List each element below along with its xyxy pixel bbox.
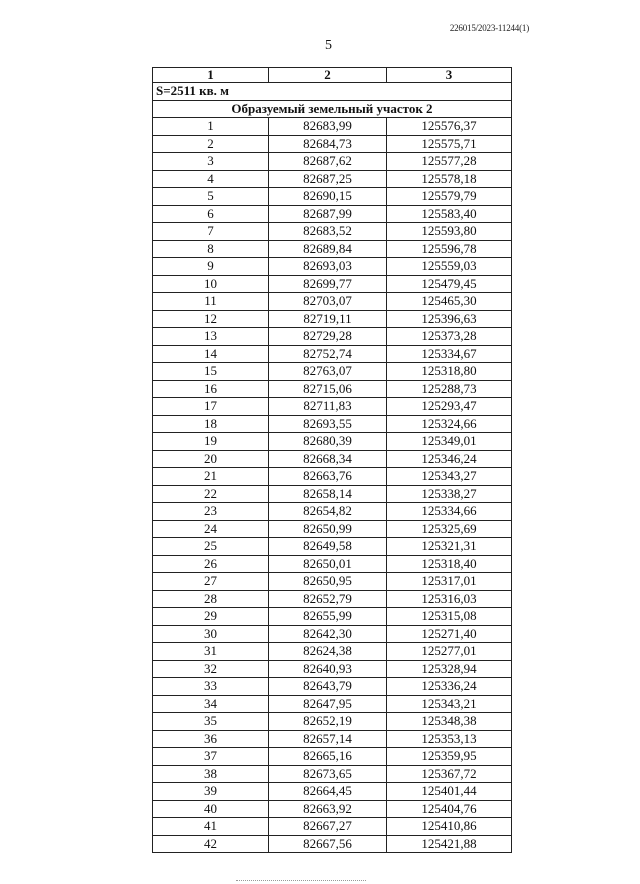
x-coordinate-cell: 82687,62 <box>269 153 387 171</box>
table-row <box>153 678 512 696</box>
point-number-cell: 18 <box>153 415 269 433</box>
table-row <box>153 608 512 626</box>
y-coordinate-cell: 125315,08 <box>387 608 512 626</box>
x-coordinate-cell: 82640,93 <box>269 660 387 678</box>
y-coordinate-cell: 125277,01 <box>387 643 512 661</box>
x-coordinate-cell: 82650,95 <box>269 573 387 591</box>
x-coordinate-cell: 82683,99 <box>269 118 387 136</box>
table-row <box>153 240 512 258</box>
y-coordinate-cell: 125321,31 <box>387 538 512 556</box>
plot-title: Образуемый земельный участок 2 <box>153 100 512 118</box>
y-coordinate-cell: 125359,95 <box>387 748 512 766</box>
point-number-cell: 36 <box>153 730 269 748</box>
point-number-cell: 26 <box>153 555 269 573</box>
y-coordinate-cell: 125421,88 <box>387 835 512 853</box>
x-coordinate-cell: 82684,73 <box>269 135 387 153</box>
point-number-cell: 31 <box>153 643 269 661</box>
table-row <box>153 433 512 451</box>
x-coordinate-cell: 82658,14 <box>269 485 387 503</box>
table-row <box>153 398 512 416</box>
table-row <box>153 135 512 153</box>
y-coordinate-cell: 125353,13 <box>387 730 512 748</box>
table-row <box>153 450 512 468</box>
y-coordinate-cell: 125559,03 <box>387 258 512 276</box>
area-row <box>153 83 512 101</box>
y-coordinate-cell: 125318,40 <box>387 555 512 573</box>
table-row <box>153 415 512 433</box>
header-y-coordinate: 3 <box>387 68 512 83</box>
table-row <box>153 275 512 293</box>
table-row <box>153 328 512 346</box>
y-coordinate-cell: 125343,27 <box>387 468 512 486</box>
x-coordinate-cell: 82667,27 <box>269 818 387 836</box>
table-row <box>153 345 512 363</box>
x-coordinate-cell: 82657,14 <box>269 730 387 748</box>
page-number: 5 <box>325 38 332 53</box>
point-number-cell: 5 <box>153 188 269 206</box>
x-coordinate-cell: 82664,45 <box>269 783 387 801</box>
point-number-cell: 2 <box>153 135 269 153</box>
point-number-cell: 3 <box>153 153 269 171</box>
coordinates-table <box>152 67 512 853</box>
x-coordinate-cell: 82699,77 <box>269 275 387 293</box>
table-row <box>153 625 512 643</box>
x-coordinate-cell: 82687,25 <box>269 170 387 188</box>
table-row <box>153 293 512 311</box>
point-number-cell: 16 <box>153 380 269 398</box>
point-number-cell: 9 <box>153 258 269 276</box>
table-row <box>153 118 512 136</box>
table-row <box>153 555 512 573</box>
table-row <box>153 783 512 801</box>
x-coordinate-cell: 82683,52 <box>269 223 387 241</box>
point-number-cell: 15 <box>153 363 269 381</box>
table-row <box>153 223 512 241</box>
x-coordinate-cell: 82655,99 <box>269 608 387 626</box>
y-coordinate-cell: 125479,45 <box>387 275 512 293</box>
table-row <box>153 538 512 556</box>
x-coordinate-cell: 82624,38 <box>269 643 387 661</box>
y-coordinate-cell: 125334,67 <box>387 345 512 363</box>
area-label: S=2511 кв. м <box>153 83 512 101</box>
y-coordinate-cell: 125317,01 <box>387 573 512 591</box>
y-coordinate-cell: 125367,72 <box>387 765 512 783</box>
x-coordinate-cell: 82693,03 <box>269 258 387 276</box>
table-row <box>153 520 512 538</box>
point-number-cell: 40 <box>153 800 269 818</box>
x-coordinate-cell: 82649,58 <box>269 538 387 556</box>
table-row <box>153 800 512 818</box>
table-row <box>153 643 512 661</box>
table-row <box>153 485 512 503</box>
y-coordinate-cell: 125346,24 <box>387 450 512 468</box>
x-coordinate-cell: 82673,65 <box>269 765 387 783</box>
point-number-cell: 27 <box>153 573 269 591</box>
point-number-cell: 30 <box>153 625 269 643</box>
y-coordinate-cell: 125465,30 <box>387 293 512 311</box>
point-number-cell: 41 <box>153 818 269 836</box>
point-number-cell: 32 <box>153 660 269 678</box>
y-coordinate-cell: 125593,80 <box>387 223 512 241</box>
x-coordinate-cell: 82667,56 <box>269 835 387 853</box>
x-coordinate-cell: 82693,55 <box>269 415 387 433</box>
y-coordinate-cell: 125575,71 <box>387 135 512 153</box>
y-coordinate-cell: 125373,28 <box>387 328 512 346</box>
point-number-cell: 14 <box>153 345 269 363</box>
x-coordinate-cell: 82680,39 <box>269 433 387 451</box>
y-coordinate-cell: 125334,66 <box>387 503 512 521</box>
table-row <box>153 188 512 206</box>
document-id: 226015/2023-11244(1) <box>449 23 529 33</box>
table-row <box>153 468 512 486</box>
y-coordinate-cell: 125324,66 <box>387 415 512 433</box>
table-row <box>153 310 512 328</box>
point-number-cell: 19 <box>153 433 269 451</box>
x-coordinate-cell: 82643,79 <box>269 678 387 696</box>
table-row <box>153 765 512 783</box>
x-coordinate-cell: 82763,07 <box>269 363 387 381</box>
y-coordinate-cell: 125349,01 <box>387 433 512 451</box>
point-number-cell: 20 <box>153 450 269 468</box>
x-coordinate-cell: 82715,06 <box>269 380 387 398</box>
point-number-cell: 21 <box>153 468 269 486</box>
x-coordinate-cell: 82687,99 <box>269 205 387 223</box>
x-coordinate-cell: 82668,34 <box>269 450 387 468</box>
y-coordinate-cell: 125328,94 <box>387 660 512 678</box>
y-coordinate-cell: 125579,79 <box>387 188 512 206</box>
table-row <box>153 153 512 171</box>
x-coordinate-cell: 82690,15 <box>269 188 387 206</box>
y-coordinate-cell: 125596,78 <box>387 240 512 258</box>
table-row <box>153 205 512 223</box>
y-coordinate-cell: 125343,21 <box>387 695 512 713</box>
y-coordinate-cell: 125578,18 <box>387 170 512 188</box>
y-coordinate-cell: 125288,73 <box>387 380 512 398</box>
table-row <box>153 573 512 591</box>
point-number-cell: 25 <box>153 538 269 556</box>
table-row <box>153 818 512 836</box>
table-row <box>153 713 512 731</box>
point-number-cell: 10 <box>153 275 269 293</box>
table-row <box>153 258 512 276</box>
x-coordinate-cell: 82663,76 <box>269 468 387 486</box>
table-row <box>153 380 512 398</box>
x-coordinate-cell: 82650,99 <box>269 520 387 538</box>
point-number-cell: 24 <box>153 520 269 538</box>
header-row <box>153 68 512 83</box>
y-coordinate-cell: 125271,40 <box>387 625 512 643</box>
table-row <box>153 590 512 608</box>
table-row <box>153 835 512 853</box>
table-row <box>153 170 512 188</box>
point-number-cell: 11 <box>153 293 269 311</box>
header-x-coordinate: 2 <box>269 68 387 83</box>
y-coordinate-cell: 125325,69 <box>387 520 512 538</box>
point-number-cell: 17 <box>153 398 269 416</box>
y-coordinate-cell: 125316,03 <box>387 590 512 608</box>
x-coordinate-cell: 82652,79 <box>269 590 387 608</box>
point-number-cell: 38 <box>153 765 269 783</box>
y-coordinate-cell: 125293,47 <box>387 398 512 416</box>
y-coordinate-cell: 125404,76 <box>387 800 512 818</box>
point-number-cell: 42 <box>153 835 269 853</box>
table-row <box>153 363 512 381</box>
point-number-cell: 39 <box>153 783 269 801</box>
table-row <box>153 695 512 713</box>
y-coordinate-cell: 125396,63 <box>387 310 512 328</box>
point-number-cell: 22 <box>153 485 269 503</box>
plot-title-row <box>153 100 512 118</box>
x-coordinate-cell: 82689,84 <box>269 240 387 258</box>
y-coordinate-cell: 125583,40 <box>387 205 512 223</box>
point-number-cell: 23 <box>153 503 269 521</box>
x-coordinate-cell: 82703,07 <box>269 293 387 311</box>
table-row <box>153 660 512 678</box>
x-coordinate-cell: 82711,83 <box>269 398 387 416</box>
y-coordinate-cell: 125576,37 <box>387 118 512 136</box>
table-row <box>153 503 512 521</box>
x-coordinate-cell: 82665,16 <box>269 748 387 766</box>
x-coordinate-cell: 82663,92 <box>269 800 387 818</box>
x-coordinate-cell: 82752,74 <box>269 345 387 363</box>
y-coordinate-cell: 125336,24 <box>387 678 512 696</box>
y-coordinate-cell: 125338,27 <box>387 485 512 503</box>
point-number-cell: 13 <box>153 328 269 346</box>
x-coordinate-cell: 82729,28 <box>269 328 387 346</box>
point-number-cell: 33 <box>153 678 269 696</box>
point-number-cell: 37 <box>153 748 269 766</box>
point-number-cell: 35 <box>153 713 269 731</box>
x-coordinate-cell: 82650,01 <box>269 555 387 573</box>
point-number-cell: 1 <box>153 118 269 136</box>
point-number-cell: 7 <box>153 223 269 241</box>
header-point-number: 1 <box>153 68 269 83</box>
point-number-cell: 4 <box>153 170 269 188</box>
point-number-cell: 6 <box>153 205 269 223</box>
y-coordinate-cell: 125348,38 <box>387 713 512 731</box>
x-coordinate-cell: 82647,95 <box>269 695 387 713</box>
table-row <box>153 748 512 766</box>
x-coordinate-cell: 82719,11 <box>269 310 387 328</box>
point-number-cell: 8 <box>153 240 269 258</box>
x-coordinate-cell: 82642,30 <box>269 625 387 643</box>
footer-divider <box>236 880 366 882</box>
x-coordinate-cell: 82654,82 <box>269 503 387 521</box>
y-coordinate-cell: 125577,28 <box>387 153 512 171</box>
point-number-cell: 28 <box>153 590 269 608</box>
x-coordinate-cell: 82652,19 <box>269 713 387 731</box>
y-coordinate-cell: 125318,80 <box>387 363 512 381</box>
point-number-cell: 29 <box>153 608 269 626</box>
y-coordinate-cell: 125410,86 <box>387 818 512 836</box>
point-number-cell: 12 <box>153 310 269 328</box>
table-row <box>153 730 512 748</box>
y-coordinate-cell: 125401,44 <box>387 783 512 801</box>
point-number-cell: 34 <box>153 695 269 713</box>
